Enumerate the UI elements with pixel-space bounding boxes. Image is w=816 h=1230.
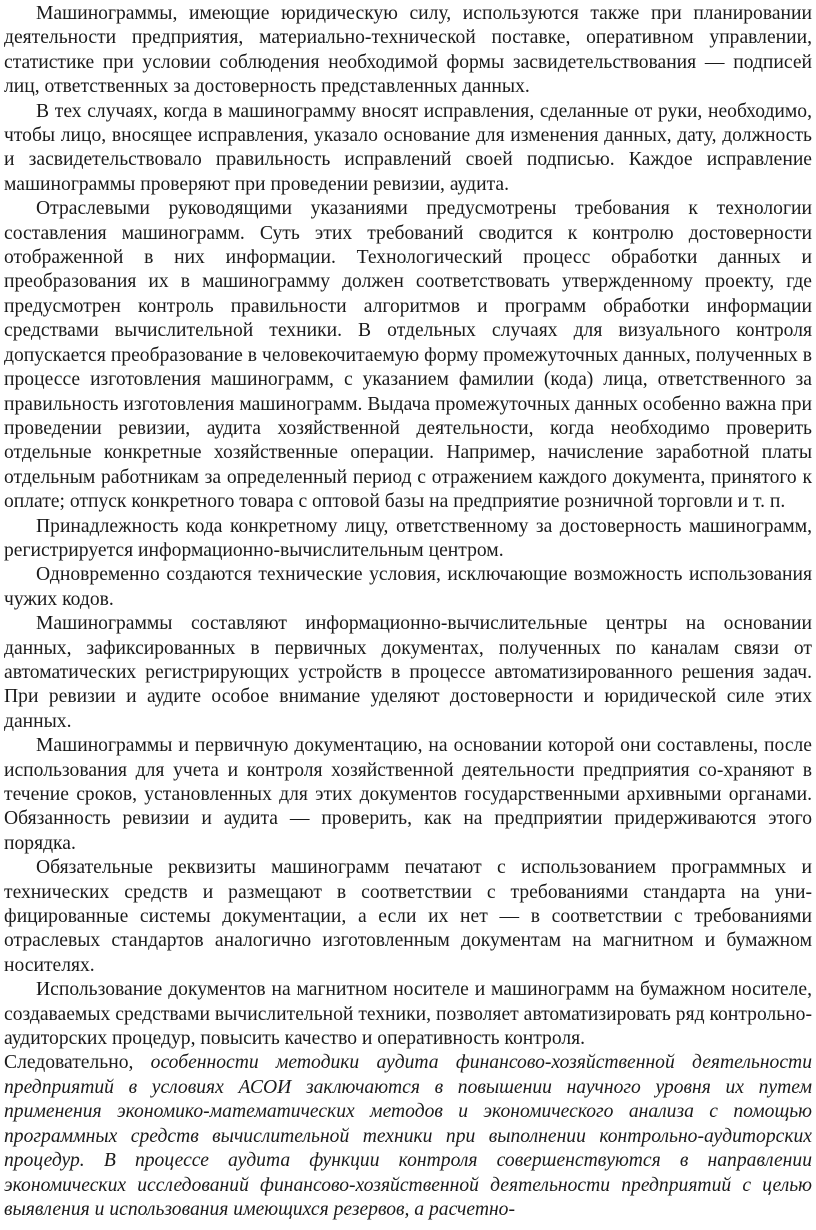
paragraph-3: Отраслевыми руководящими указаниями предусмотрены требования к технологии составления машинограмм. Суть этих требований сводится к контролю достоверности отображенной в них информации. Технологический процесс обработки данных и преобразования их в машинограмму должен соответствовать утвержденному проекту, где предусмотрен контроль правильности алгоритмов и программ обработки информации средствами вычислительной техники. В отдельных случаях для визуального контроля допускается преобразование в человекочитаемую форму промежуточных данных, полученных в процессе изготовления машинограмм, с указанием фамилии (кода) лица, ответственного за правильность изготовления машинограмм. Выдача промежуточных данных особенно важна при проведении ревизии, аудита хозяйственной деятельности, когда необходимо проверить отдельные конкретные хозяйственные операции. Например, начисление заработной платы отдельным работникам за определенный период с отражением каждого документа, принятого к оплате; отпуск конкретного товара с оптовой базы на предприятие розничной торговли и т. п.	[4, 198, 812, 513]
paragraph-7: Машинограммы и первичную документацию, на основании которой они составлены, после использования для учета и контроля хозяйственной деятельности предприятия со-храняют в течение сроков, установленных для этих документов государственными архивными органами. Обязанность ревизии и аудита — проверить, как на предприятии придерживаются этого порядка.	[4, 735, 812, 854]
paragraph-1: Машинограммы, имеющие юридическую силу, используются также при планировании деятельности предприятия, материально-технической поставке, оперативном управлении, статистике при условии соблюдения необходимой формы засвидетельствования — подписей лиц, ответственных за достоверность представленных данных.	[4, 3, 812, 98]
conclusion-lead: Следовательно,	[4, 1052, 134, 1074]
paragraph-2: В тех случаях, когда в машинограмму вносят исправления, сделанные от руки, необходимо, чтобы лицо, вносящее исправления, указало основание для изменения данных, дату, должность и засвидетельствовало правильность исправлений своей подписью. Каждое исправление машинограммы проверяют при проведении ревизии, аудита.	[4, 100, 812, 195]
conclusion-italic-text: особенности методики аудита финансово-хозяйственной деятельности предприятий в условиях АСОИ заключаются в повышении научного уровня их путем применения экономико-математических методов и экономического анализа с помощью программных средств вычислительной техники при выполнении контрольно-аудиторских процедур. В процессе аудита функции контроля совершенствуются в направлении экономических исследований финансово-хозяйственной деятельности предприятий с целью выявления и использования имеющихся резервов, а расчетно-	[4, 1052, 812, 1220]
paragraph-6: Машинограммы составляют информационно-вычислительные центры на основании данных, зафиксированных в первичных документах, полученных по каналам связи от автоматических регистрирующих устройств в процессе автоматизированного решения задач. При ревизии и аудите особое внимание уделяют достоверности и юридической силе этих данных.	[4, 613, 812, 732]
paragraph-5: Одновременно создаются технические условия, исключающие возможность использования чужих кодов.	[4, 564, 812, 610]
paragraph-9: Использование документов на магнитном носителе и машинограмм на бумажном носителе, создаваемых средствами вычислительной техники, позволяет автоматизировать ряд контрольно-аудиторских процедур, повысить качество и оперативность контроля.	[4, 979, 812, 1050]
paragraph-8: Обязательные реквизиты машинограмм печатают с использованием программных и технических средств и размещают в соответствии с требованиями стандарта на уни-фицированные системы документации, а если их нет — в соответствии с требованиями отраслевых стандартов аналогично изготовленным документам на магнитном и бумажном носителях.	[4, 857, 812, 976]
paragraph-4: Принадлежность кода конкретному лицу, ответственному за достоверность машинограмм, регистрируется информационно-вычислительным центром.	[4, 515, 812, 561]
paragraph-conclusion	[4, 1051, 812, 1222]
